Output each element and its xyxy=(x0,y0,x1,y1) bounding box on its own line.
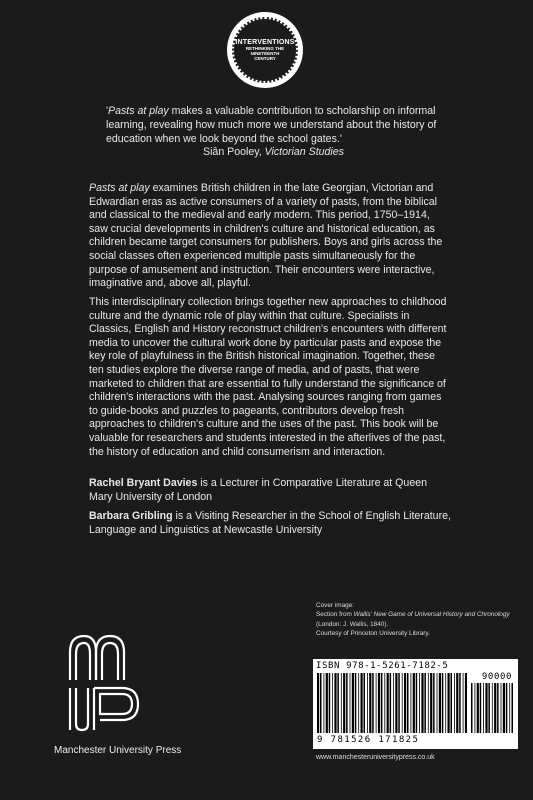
quote-book-title: Pasts at play xyxy=(108,105,169,117)
quote-source: Victorian Studies xyxy=(264,146,344,159)
publisher-name: Manchester University Press xyxy=(54,745,182,756)
description-paragraph-1 xyxy=(89,182,451,291)
editor-name-2: Barbara Gribling xyxy=(89,510,173,522)
quote-text: makes a valuable contribution to scholarship on informal learning, revealing how much more we understand about the history of education when we look beyond the school gates.' xyxy=(106,105,437,145)
cover-source: Section from Wallis' New Game of Universal History and Chronology (London: J. Wallis, 1840). xyxy=(316,611,510,628)
price-code: 90000 xyxy=(481,672,512,682)
para1-text: examines British children in the late Georgian, Victorian and Edwardian eras as active consumers of a variety of pasts, from the biblical and classical to the medieval and early modern. This period, 1750–1914, saw crucial developments in children's culture and historical education, as children became target consumers for publishers. Boys and girls across the social classes often experienced multiple pasts simultaneously for the purpose of amusement and instruction. Their encounters were interactive, imaginative and, above all, playful. xyxy=(89,182,443,290)
editor-name-1: Rachel Bryant Davies xyxy=(89,477,198,489)
cover-heading: Cover image: xyxy=(316,602,355,609)
description-paragraph-2: This interdisciplinary collection brings together new approaches to childhood culture and the dynamic role of play within that culture. Specialists in Classics, English and History reconstruct children's encounters with different media to uncover the cultural work done by particular pasts and expose the key role of playfulness in the British historical imagination. Together, these ten studies explore the diverse range of media, and of pasts, that were marketed to children that are essential to fully understand the significance of children's interactions with the past. Analysing sources ranging from games to guide-books and puzzles to pageants, contributors develop fresh approaches to children's culture and the uses of the past. This book will be valuable for researchers and students interested in the afterlives of the past, the history of education and child consumerism and interaction. xyxy=(89,296,447,458)
review-quote xyxy=(106,105,441,160)
para1-book-title: Pasts at play xyxy=(89,182,150,194)
editor-text-2: is a Visiting Researcher in the School of English Literature, Language and Linguistics at Newcastle University xyxy=(89,510,451,536)
series-badge xyxy=(227,12,303,88)
cover-source-title: Wallis' New Game of Universal History and Chronology xyxy=(353,611,510,619)
series-badge-inner xyxy=(232,17,298,83)
quote-author: Siân Pooley, xyxy=(203,146,265,159)
isbn-label: ISBN 978-1-5261-7182-5 xyxy=(316,661,449,671)
barcode-number: 9 781526 171825 xyxy=(317,735,420,745)
editor-bio-1 xyxy=(89,477,451,504)
publisher-website: www.manchesteruniversitypress.co.uk xyxy=(316,754,435,761)
cover-credit: Courtesy of Princeton University Library. xyxy=(316,630,430,638)
barcode-addon xyxy=(471,683,513,733)
series-title: INTERVENTIONS xyxy=(235,39,295,46)
editor-text-1: is a Lecturer in Comparative Literature at Queen Mary University of London xyxy=(89,477,427,503)
quote-attribution xyxy=(106,146,441,160)
quote-open-mark: ' xyxy=(106,105,109,117)
isbn-barcode xyxy=(313,659,518,749)
barcode-main xyxy=(317,673,467,733)
mup-logo-icon xyxy=(66,632,142,736)
series-subtitle: RETHINKING THE NINETEENTH CENTURY xyxy=(245,46,285,61)
editor-bio-2 xyxy=(89,510,451,537)
cover-image-credit xyxy=(316,601,516,639)
